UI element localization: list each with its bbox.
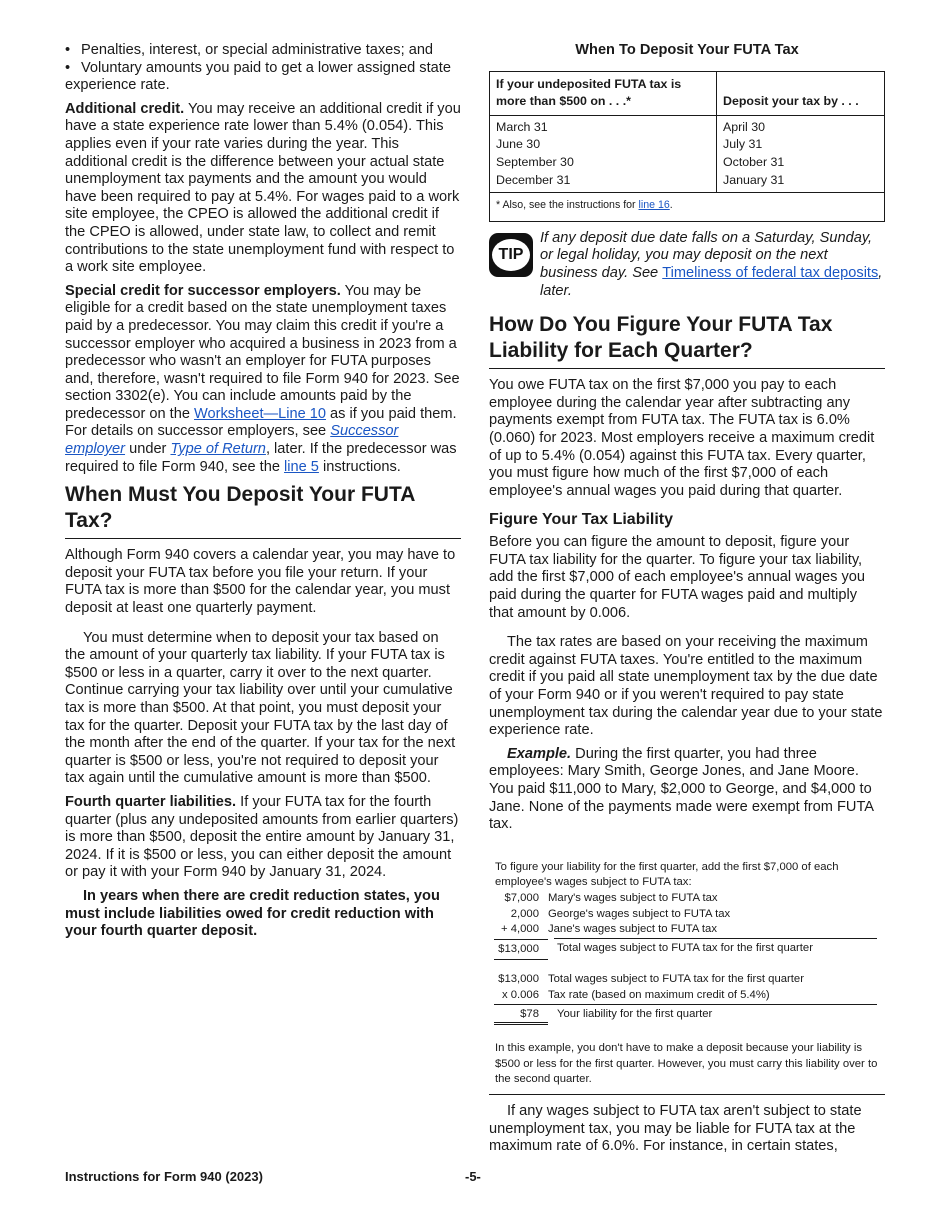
figure-paragraph: You owe FUTA tax on the first $7,000 you pay to each employee during the calendar year after subtracting any payments exempt from FUTA tax. The FUTA tax is 6.0% (0.060) for 2023. Most employers receive a maximum credit of up to 5.4% (0.054) against this FUTA tax. Every quarter, you must figure how much of the first $7,000 of each employee's annual wages you paid during that quarter. [489, 377, 875, 499]
deposit-table-title: When To Deposit Your FUTA Tax [575, 42, 799, 58]
example-label: George's wages subject to FUTA tax [548, 907, 731, 920]
example-final-line [489, 1005, 885, 1026]
credit-reduction-note: In years when there are credit reduction states, you must include liabilities owed for credit reduction with your fourth quarter deposit. [65, 887, 440, 940]
example-paragraph [489, 746, 885, 834]
bullet-icon: • [65, 59, 71, 76]
example-line [489, 922, 885, 938]
additional-credit-head: Additional credit. [65, 100, 185, 117]
example-text: During the first quarter, you had three employees: Mary Smith, George Jones, and Jane Moore. You paid $11,000 to Mary, $2,000 to George, and $4,000 to Jane. None of the payments made were exempt from FUTA tax. [489, 745, 874, 833]
page-number: -5- [465, 1169, 481, 1184]
example-total-line [489, 939, 885, 961]
tip-text-block [540, 230, 885, 300]
example-label: Tax rate (based on maximum credit of 5.4%) [548, 988, 770, 1001]
example-line [489, 988, 885, 1004]
liability-paragraph: The tax rates are based on your receiving the maximum credit against FUTA taxes. You're entitled to the maximum credit if you paid all state unemployment tax by the due date of your Form 940 or if you weren't required to pay state unemployment tax during the calendar year due to your state experience rate. [489, 634, 883, 739]
table-cell: June 30 [496, 137, 541, 152]
timeliness-link[interactable]: Timeliness of federal tax deposits [662, 264, 879, 281]
deposit-paragraph: Although Form 940 covers a calendar year, you may have to deposit your FUTA tax before you file your return. If your FUTA tax is more than $500 for the calendar year, you must deposit at least one quarterly payment. [65, 547, 456, 617]
successor-head: Special credit for successor employers. [65, 282, 341, 299]
successor-paragraph [65, 283, 461, 477]
example-box [489, 860, 885, 1095]
line-5-link[interactable]: line 5 [284, 458, 319, 475]
footer-title: Instructions for Form 940 (2023) [65, 1169, 263, 1184]
liability-paragraph: Before you can figure the amount to deposit, figure your FUTA tax liability for the quarter. To figure your tax liability, add the first $7,000 of each employee's annual wages you paid during the quarter for FUTA wages paid and multiply that amount by 0.006. [489, 534, 865, 621]
example-amount: x 0.006 [501, 988, 539, 1001]
table-header-cell: Deposit your tax by . . . [717, 71, 885, 115]
tip-block [489, 230, 885, 300]
example-line [489, 891, 885, 907]
table-header-row [490, 71, 885, 115]
table-header-cell: If your undeposited FUTA tax is more than $500 on . . .* [490, 71, 717, 115]
example-amount: 2,000 [510, 907, 539, 920]
worksheet-line-10-link[interactable]: Worksheet—Line 10 [194, 405, 326, 422]
tip-text: If any deposit due date falls on a Saturday, Sunday, or legal holiday, you may deposit on the next business day. See [540, 229, 873, 281]
table-cell: January 31 [723, 172, 785, 187]
example-line [489, 972, 885, 988]
example-total-amount: $13,000 [494, 939, 548, 961]
table-cell: July 31 [723, 137, 763, 152]
example-line [489, 907, 885, 923]
final-paragraph: If any wages subject to FUTA tax aren't subject to state unemployment tax, you may be liable for FUTA tax at the maximum rate of 6.0%. For instance, in certain states, [489, 1102, 862, 1155]
example-total-label: Total wages subject to FUTA tax for the first quarter [557, 941, 813, 954]
table-cell-dates [490, 115, 717, 192]
fourth-quarter-text: If your FUTA tax for the fourth quarter (plus any undeposited amounts from earlier quarters) is more than $500, deposit the entire amount by January 31, 2024. If it is $500 or less, you can either deposit the amount or pay it with your Form 940 by January 31, 2024. [65, 793, 459, 881]
deposit-paragraph: You must determine when to deposit your tax based on the amount of your quarterly tax liability. If your FUTA tax is $500 or less in a quarter, carry it over to the next quarter. Continue carrying your tax liability over until your cumulative tax is more than $500. At that point, you must deposit your tax for the quarter. Deposit your FUTA tax by the last day of the month after the end of the quarter. If your tax for the next quarter is $500 or less, you're not required to deposit your tax again until the cumulative amount is more than $500. [65, 629, 456, 787]
fourth-quarter-head: Fourth quarter liabilities. [65, 793, 237, 810]
example-label: Jane's wages subject to FUTA tax [548, 923, 717, 936]
page-footer [65, 1168, 885, 1186]
example-intro: To figure your liability for the first quarter, add the first $7,000 of each employee's wages subject to FUTA tax: [495, 860, 839, 889]
table-cell-deadlines [717, 115, 885, 192]
bullet-text: Penalties, interest, or special administrative taxes; and [81, 42, 434, 58]
successor-text: under [129, 441, 167, 458]
example-head: Example. [507, 745, 572, 762]
type-of-return-link[interactable]: Type of Return [170, 441, 266, 458]
table-body-row [490, 115, 885, 192]
successor-text: as if you paid them. For details on successor employers, see [65, 405, 457, 440]
right-column [489, 42, 885, 1162]
deposit-heading: When Must You Deposit Your FUTA Tax? [65, 482, 461, 539]
example-label: Total wages subject to FUTA tax for the first quarter [548, 973, 804, 986]
bullet-icon: • [65, 42, 71, 58]
table-footnote-row [490, 193, 885, 222]
example-note: In this example, you don't have to make a deposit because your liability is $500 or less for the first quarter. However, you must carry this liability over to the second quarter. [495, 1042, 878, 1086]
example-final-label: Your liability for the first quarter [557, 1007, 713, 1020]
table-footnote: * Also, see the instructions for line 16. [490, 193, 885, 222]
fourth-quarter-paragraph [65, 794, 461, 882]
successor-text: instructions. [322, 458, 401, 475]
table-cell: March 31 [496, 119, 548, 134]
left-column [65, 42, 461, 947]
liability-subheading: Figure Your Tax Liability [489, 511, 674, 529]
example-amount: + 4,000 [500, 923, 539, 936]
tip-icon [489, 233, 533, 277]
table-footnote-text: * Also, see the instructions for [496, 199, 636, 212]
table-cell: April 30 [723, 119, 766, 134]
tip-after: , later. [540, 264, 883, 299]
table-cell: December 31 [496, 172, 571, 187]
figure-heading: How Do You Figure Your FUTA Tax Liability for Each Quarter? [489, 312, 885, 369]
successor-text: You may be eligible for a credit based on the state unemployment taxes paid by a predecessor. You may claim this credit if you're a successor employer who acquired a business in 2023 from a predecessor who wasn't an employer for FUTA purposes and, therefore, wasn't required to file Form 940 for 2023. See section 3302(e). You can include amounts paid by the predecessor on the [65, 282, 460, 422]
tip-badge-label: TIP [492, 239, 530, 271]
example-final-amount: $78 [494, 1007, 548, 1026]
additional-credit-text: You may receive an additional credit if you have a state experience rate lower than 5.4% (0.054). This applies even if your rate varies during the year. This additional credit is the difference between your actual state unemployment tax payments and the amount you would have been required to pay at 5.4%. For wages paid to a work site employee, the CPEO is allowed the additional credit if the CPEO is allowed, under state law, to collect and remit contributions to the state unemployment fund with respect to a work site employee. [65, 100, 461, 276]
bullet-text: Voluntary amounts you paid to get a lower assigned state experience rate. [65, 59, 451, 94]
bullet-item [65, 42, 461, 60]
additional-credit-paragraph [65, 101, 461, 277]
example-label: Mary's wages subject to FUTA tax [548, 891, 718, 904]
successor-employer-link[interactable]: Successor employer [65, 423, 399, 458]
line-16-link[interactable]: line 16 [638, 199, 670, 212]
spacer [489, 960, 885, 972]
bullet-item [65, 60, 461, 95]
example-amount: $13,000 [498, 973, 539, 986]
table-cell: September 30 [496, 154, 574, 169]
table-cell: October 31 [723, 154, 785, 169]
example-amount: $7,000 [504, 891, 539, 904]
successor-text: , later. If the predecessor was required to file Form 940, see the [65, 441, 457, 475]
deposit-table [489, 71, 885, 222]
